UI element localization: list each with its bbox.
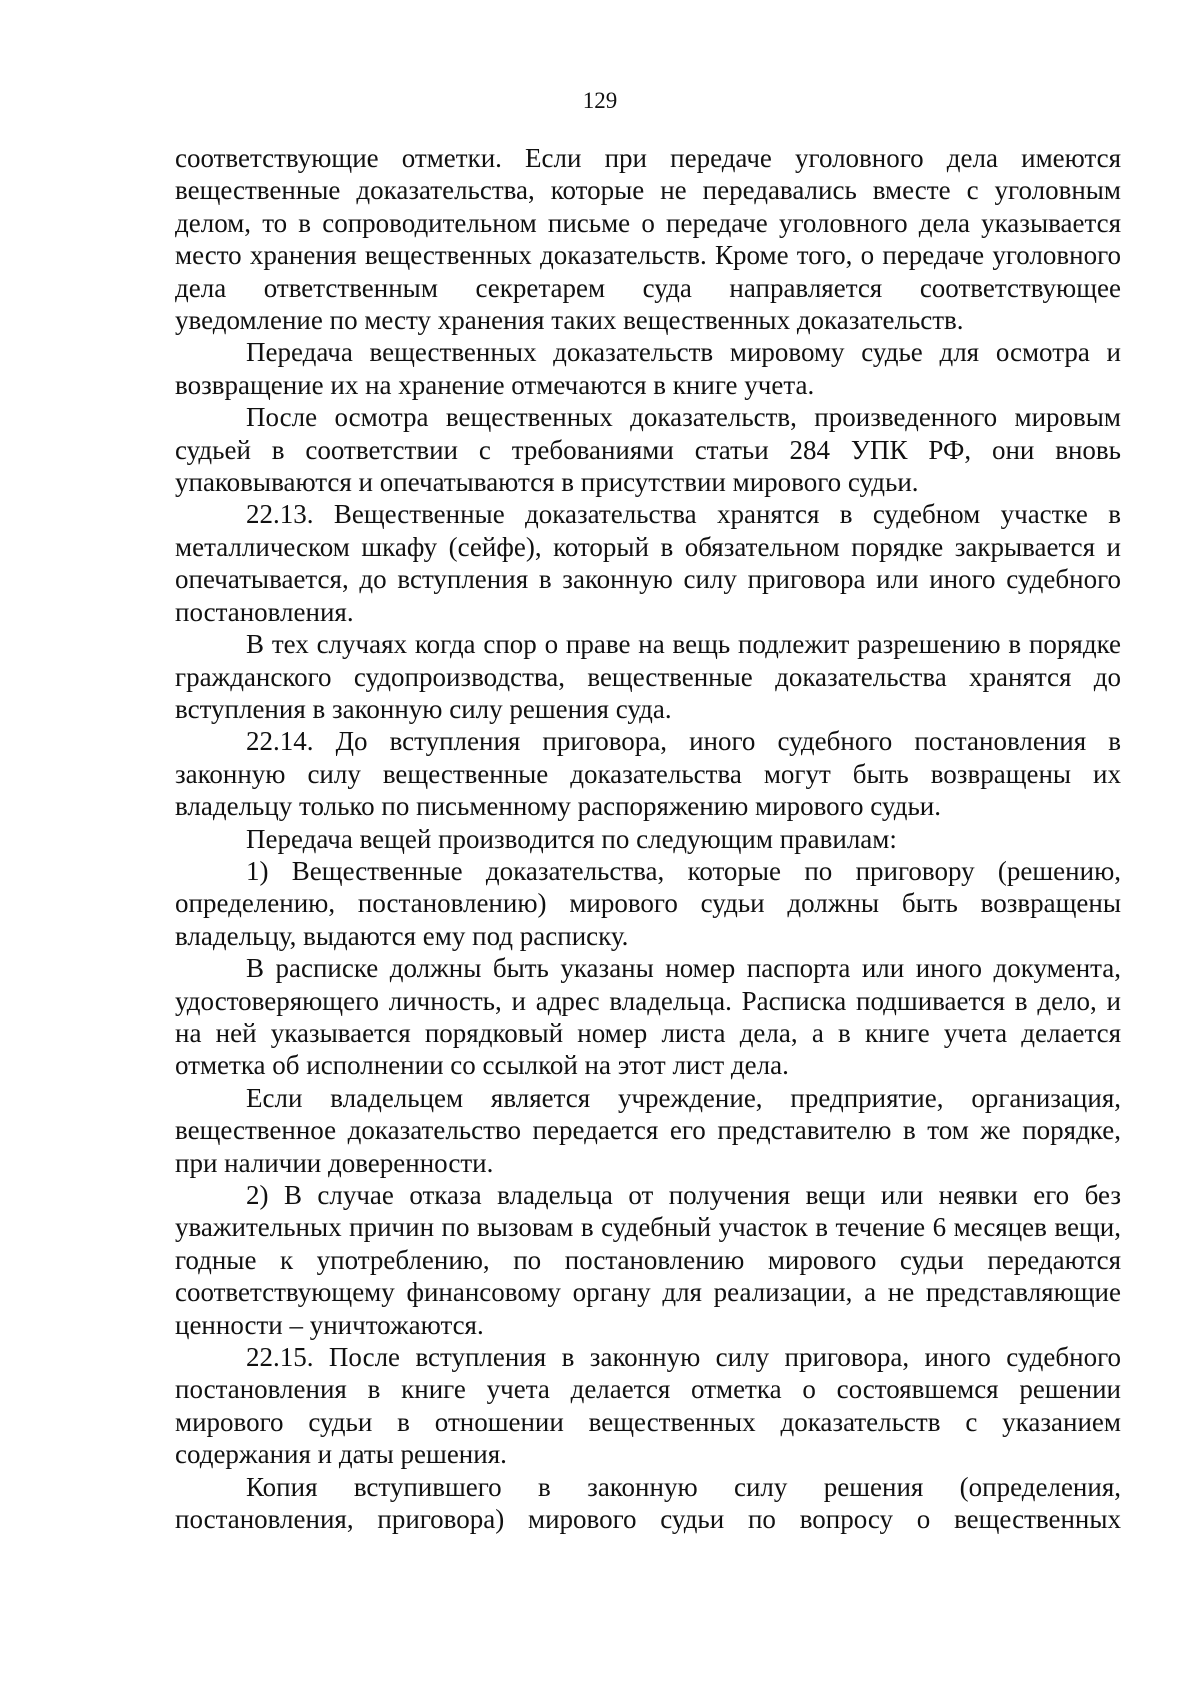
list-item-1: 1) Вещественные доказательства, которые по приговору (решению, определению, постановлению) мирового судьи должны быть возвращены владельцу, выдаются ему под расписку.: [175, 855, 1121, 951]
section-22-13-paragraph: 22.13. Вещественные доказательства хранятся в судебном участке в металлическом шкафу (сейфе), который в обязательном порядке закрывается и опечатывается, до вступления в законную силу приговора или иного судебного постановления.: [175, 499, 1121, 627]
paragraph: В расписке должны быть указаны номер паспорта или иного документа, удостоверяющего личность, и адрес владельца. Расписка подшивается в дело, и на ней указывается порядковый номер листа дела, а в книге учета делается отметка об исполнении со ссылкой на этот лист дела.: [175, 953, 1121, 1081]
paragraph: После осмотра вещественных доказательств, произведенного мировым судьей в соответствии с требованиями статьи 284 УПК РФ, они вновь упаковываются и опечатываются в присутствии мирового судьи.: [175, 402, 1121, 498]
section-22-15-paragraph: 22.15. После вступления в законную силу приговора, иного судебного постановления в книге учета делается отметка о состоявшемся решении мирового судьи в отношении вещественных доказательств с указанием содержания и даты решения.: [175, 1342, 1121, 1470]
page-number: 129: [582, 88, 618, 113]
list-item-2: 2) В случае отказа владельца от получения вещи или неявки его без уважительных причин по вызовам в судебный участок в течение 6 месяцев вещи, годные к употреблению, по постановлению мирового судьи передаются соответствующему финансовому органу для реализации, а не представляющие ценности – уничтожаются.: [175, 1180, 1121, 1340]
section-22-14-paragraph: 22.14. До вступления приговора, иного судебного постановления в законную силу вещественные доказательства могут быть возвращены их владельцу только по письменному распоряжению мирового судьи.: [175, 726, 1121, 822]
paragraph: Если владельцем является учреждение, предприятие, организация, вещественное доказательство передается его представителю в том же порядке, при наличии доверенности.: [175, 1082, 1121, 1178]
document-body: [175, 142, 1121, 1535]
paragraph: Передача вещей производится по следующим правилам:: [246, 823, 897, 854]
paragraph-final: Копия вступившего в законную силу решения (определения, постановления, приговора) мирового судьи по вопросу о вещественных: [175, 1471, 1121, 1535]
paragraph-continuation: соответствующие отметки. Если при передаче уголовного дела имеются вещественные доказательства, которые не передавались вместе с уголовным делом, то в сопроводительном письме о передаче уголовного дела указывается место хранения вещественных доказательств. Кроме того, о передаче уголовного дела ответственным секретарем суда направляется соответствующее уведомление по месту хранения таких вещественных доказательств.: [175, 143, 1121, 336]
paragraph: В тех случаях когда спор о праве на вещь подлежит разрешению в порядке гражданского судопроизводства, вещественные доказательства хранятся до вступления в законную силу решения суда.: [175, 629, 1121, 724]
paragraph: Передача вещественных доказательств мировому судье для осмотра и возвращение их на хранение отмечаются в книге учета.: [175, 337, 1121, 400]
